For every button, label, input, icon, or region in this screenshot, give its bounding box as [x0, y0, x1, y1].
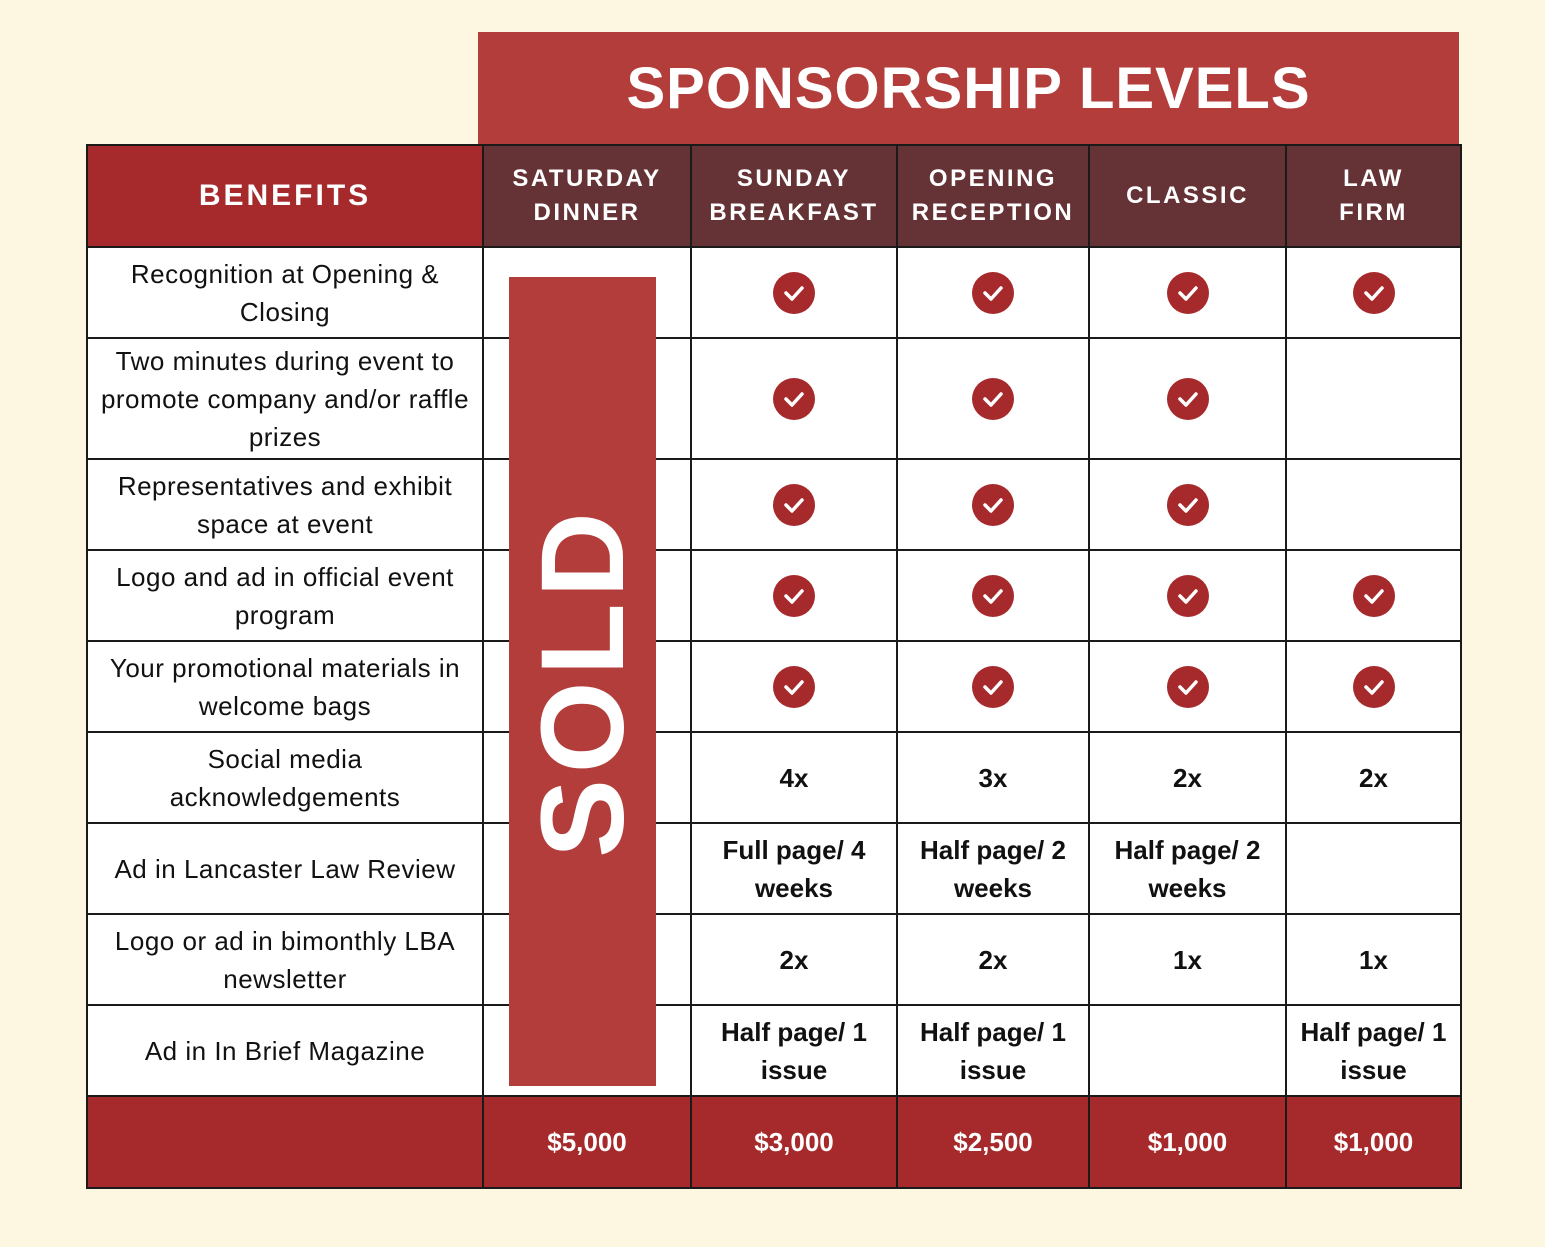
benefit-cell: Half page/ 1 issue: [691, 1005, 897, 1096]
sponsorship-table: [86, 144, 1462, 1189]
benefit-label: Recognition at Opening & Closing: [87, 247, 483, 338]
benefit-cell: Half page/ 2 weeks: [897, 823, 1089, 914]
check-circle-icon: [1167, 575, 1209, 617]
benefit-cell: [691, 550, 897, 641]
benefit-cell: [1286, 338, 1461, 459]
level-header-opening-reception: OPENING RECEPTION: [897, 145, 1089, 247]
check-circle-icon: [1353, 272, 1395, 314]
benefit-row: [87, 247, 1461, 338]
benefit-cell: 1x: [1089, 914, 1286, 1005]
level-header-classic: CLASSIC: [1089, 145, 1286, 247]
benefit-cell: [1286, 247, 1461, 338]
check-circle-icon: [1353, 575, 1395, 617]
benefit-cell: Full page/ 4 weeks: [691, 823, 897, 914]
check-circle-icon: [773, 666, 815, 708]
benefit-row: [87, 1005, 1461, 1096]
price-sunday-breakfast: $3,000: [691, 1096, 897, 1188]
benefit-cell: 2x: [1089, 732, 1286, 823]
benefit-cell: [897, 338, 1089, 459]
check-circle-icon: [972, 272, 1014, 314]
benefit-cell: Half page/ 1 issue: [897, 1005, 1089, 1096]
price-row: [87, 1096, 1461, 1188]
benefit-label: Ad in In Brief Magazine: [87, 1005, 483, 1096]
price-saturday-dinner: $5,000: [483, 1096, 691, 1188]
benefit-cell: Half page/ 1 issue: [1286, 1005, 1461, 1096]
check-circle-icon: [773, 378, 815, 420]
benefit-cell: [1089, 459, 1286, 550]
benefit-cell: [1089, 1005, 1286, 1096]
check-circle-icon: [773, 484, 815, 526]
check-circle-icon: [1167, 272, 1209, 314]
benefit-cell: [691, 459, 897, 550]
benefit-row: [87, 550, 1461, 641]
level-header-sunday-breakfast: SUNDAY BREAKFAST: [691, 145, 897, 247]
level-header-law-firm: LAW FIRM: [1286, 145, 1461, 247]
benefit-cell: [691, 247, 897, 338]
benefit-cell: [691, 641, 897, 732]
benefit-label: Logo and ad in official event program: [87, 550, 483, 641]
price-label-cell: [87, 1096, 483, 1188]
check-circle-icon: [972, 484, 1014, 526]
benefit-cell: [1089, 247, 1286, 338]
benefit-label: Ad in Lancaster Law Review: [87, 823, 483, 914]
benefit-row: [87, 459, 1461, 550]
check-circle-icon: [773, 575, 815, 617]
check-circle-icon: [1353, 666, 1395, 708]
benefit-cell: [1089, 550, 1286, 641]
benefit-cell: [1089, 641, 1286, 732]
sold-banner: [509, 277, 656, 1086]
benefit-cell: 3x: [897, 732, 1089, 823]
benefit-row: [87, 732, 1461, 823]
price-opening-reception: $2,500: [897, 1096, 1089, 1188]
benefit-cell: [897, 641, 1089, 732]
benefit-label: Representatives and exhibit space at event: [87, 459, 483, 550]
benefit-row: [87, 914, 1461, 1005]
benefit-cell: [1286, 823, 1461, 914]
sold-label: SOLD: [516, 505, 649, 858]
benefit-label: Two minutes during event to promote company and/or raffle prizes: [87, 338, 483, 459]
benefit-cell: [1286, 641, 1461, 732]
benefit-cell: [1089, 338, 1286, 459]
benefit-cell: 2x: [1286, 732, 1461, 823]
check-circle-icon: [1167, 378, 1209, 420]
benefit-row: [87, 641, 1461, 732]
check-circle-icon: [972, 378, 1014, 420]
benefit-label: Social media acknowledgements: [87, 732, 483, 823]
price-law-firm: $1,000: [1286, 1096, 1461, 1188]
benefit-cell: [1286, 459, 1461, 550]
benefit-label: Your promotional materials in welcome bags: [87, 641, 483, 732]
check-circle-icon: [972, 575, 1014, 617]
header-row: [87, 145, 1461, 247]
benefit-row: [87, 823, 1461, 914]
check-circle-icon: [972, 666, 1014, 708]
price-classic: $1,000: [1089, 1096, 1286, 1188]
benefit-cell: [897, 459, 1089, 550]
benefit-cell: 1x: [1286, 914, 1461, 1005]
benefit-cell: 4x: [691, 732, 897, 823]
level-header-saturday-dinner: SATURDAY DINNER: [483, 145, 691, 247]
check-circle-icon: [1167, 484, 1209, 526]
benefit-cell: [691, 338, 897, 459]
benefit-cell: [1286, 550, 1461, 641]
benefit-cell: Half page/ 2 weeks: [1089, 823, 1286, 914]
check-circle-icon: [773, 272, 815, 314]
benefit-label: Logo or ad in bimonthly LBA newsletter: [87, 914, 483, 1005]
check-circle-icon: [1167, 666, 1209, 708]
benefit-row: [87, 338, 1461, 459]
benefit-cell: [897, 247, 1089, 338]
benefit-cell: 2x: [897, 914, 1089, 1005]
benefits-header: BENEFITS: [87, 145, 483, 247]
page-title: SPONSORSHIP LEVELS: [478, 32, 1459, 144]
benefit-cell: 2x: [691, 914, 897, 1005]
benefit-cell: [897, 550, 1089, 641]
